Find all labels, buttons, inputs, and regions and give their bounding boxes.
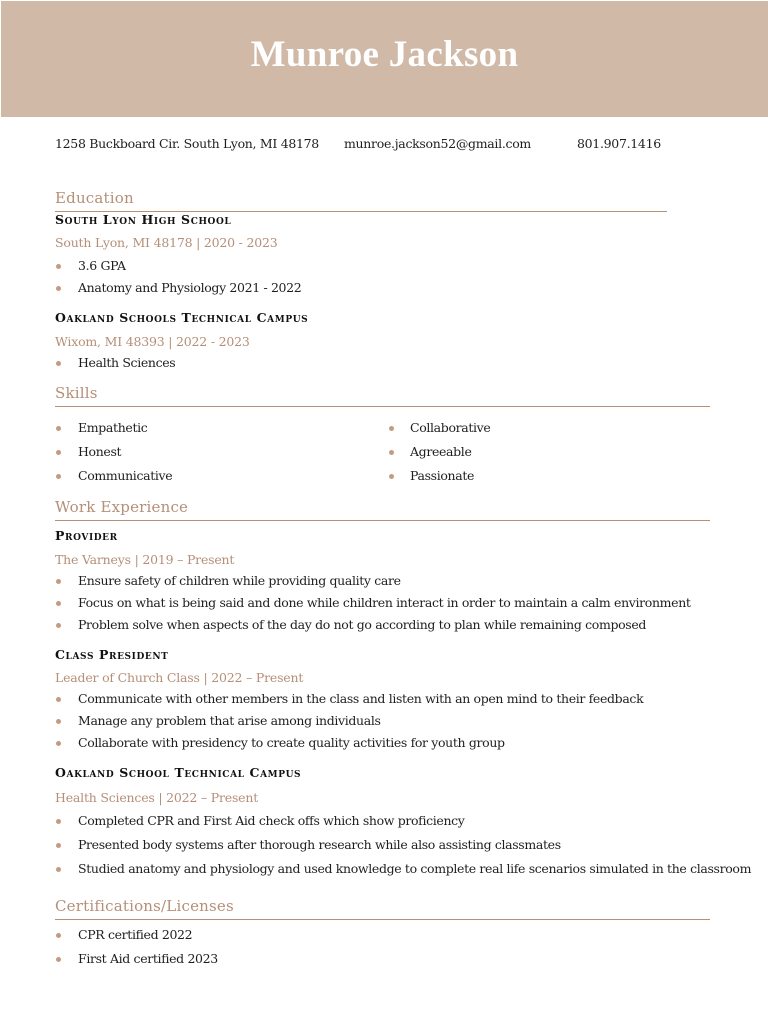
school-detail: South Lyon, MI 48178 | 2020 - 2023 — [55, 235, 278, 250]
section-divider — [55, 919, 710, 920]
skill-item: Agreeable — [410, 444, 472, 459]
section-divider — [55, 520, 710, 521]
bullet-dot-icon — [56, 957, 61, 962]
list-item: First Aid certified 2023 — [78, 951, 218, 966]
list-item: Health Sciences — [78, 355, 176, 370]
section-title-work-experience: Work Experience — [55, 498, 189, 516]
skill-item: Passionate — [410, 468, 475, 483]
contact-address: 1258 Buckboard Cir. South Lyon, MI 48178 — [55, 136, 319, 151]
list-item: Communicate with other members in the class and listen with an open mind to their feedback — [78, 691, 644, 706]
job-title: Oakland School Technical Campus — [55, 765, 302, 780]
list-item: Completed CPR and First Aid check offs which show proficiency — [78, 813, 465, 828]
skill-item: Honest — [78, 444, 122, 459]
bullet-dot-icon — [56, 264, 61, 269]
bullet-dot-icon — [56, 601, 61, 606]
section-title-education: Education — [55, 189, 134, 207]
list-item: Ensure safety of children while providing quality care — [78, 573, 401, 588]
bullet-dot-icon — [56, 623, 61, 628]
bullet-dot-icon — [56, 741, 61, 746]
section-title-certifications: Certifications/Licenses — [55, 897, 234, 915]
bullet-dot-icon — [389, 474, 394, 479]
section-divider — [55, 406, 710, 407]
skill-item: Empathetic — [78, 420, 148, 435]
candidate-name: Munroe Jackson — [250, 34, 519, 75]
list-item: Presented body systems after thorough research while also assisting classmates — [78, 837, 561, 852]
list-item: 3.6 GPA — [78, 258, 126, 273]
bullet-dot-icon — [56, 286, 61, 291]
bullet-dot-icon — [389, 450, 394, 455]
bullet-dot-icon — [56, 933, 61, 938]
bullet-dot-icon — [56, 426, 61, 431]
bullet-dot-icon — [56, 450, 61, 455]
section-title-skills: Skills — [55, 384, 98, 402]
list-item: Anatomy and Physiology 2021 - 2022 — [78, 280, 302, 295]
list-item: Collaborate with presidency to create quality activities for youth group — [78, 735, 505, 750]
job-detail: Leader of Church Class | 2022 – Present — [55, 670, 304, 685]
bullet-dot-icon — [56, 361, 61, 366]
skill-item: Communicative — [78, 468, 173, 483]
school-name: Oakland Schools Technical Campus — [55, 310, 309, 325]
bullet-dot-icon — [56, 697, 61, 702]
job-title: Provider — [55, 528, 118, 543]
contact-email: munroe.jackson52@gmail.com — [344, 136, 531, 151]
job-detail: The Varneys | 2019 – Present — [55, 552, 235, 567]
bullet-dot-icon — [56, 843, 61, 848]
list-item: Manage any problem that arise among individuals — [78, 713, 381, 728]
bullet-dot-icon — [56, 819, 61, 824]
list-item: Focus on what is being said and done while children interact in order to maintain a calm environment — [78, 595, 691, 610]
school-detail: Wixom, MI 48393 | 2022 - 2023 — [55, 334, 250, 349]
bullet-dot-icon — [389, 426, 394, 431]
list-item: CPR certified 2022 — [78, 927, 193, 942]
job-detail: Health Sciences | 2022 – Present — [55, 790, 259, 805]
list-item: Studied anatomy and physiology and used knowledge to complete real life scenarios simulated in the classroom — [78, 861, 752, 876]
job-title: Class President — [55, 647, 169, 662]
bullet-dot-icon — [56, 719, 61, 724]
skill-item: Collaborative — [410, 420, 491, 435]
name-banner — [1, 1, 768, 117]
bullet-dot-icon — [56, 579, 61, 584]
bullet-dot-icon — [56, 867, 61, 872]
school-name: South Lyon High School — [55, 212, 232, 227]
list-item: Problem solve when aspects of the day do not go according to plan while remaining composed — [78, 617, 647, 632]
bullet-dot-icon — [56, 474, 61, 479]
contact-phone: 801.907.1416 — [577, 136, 661, 151]
